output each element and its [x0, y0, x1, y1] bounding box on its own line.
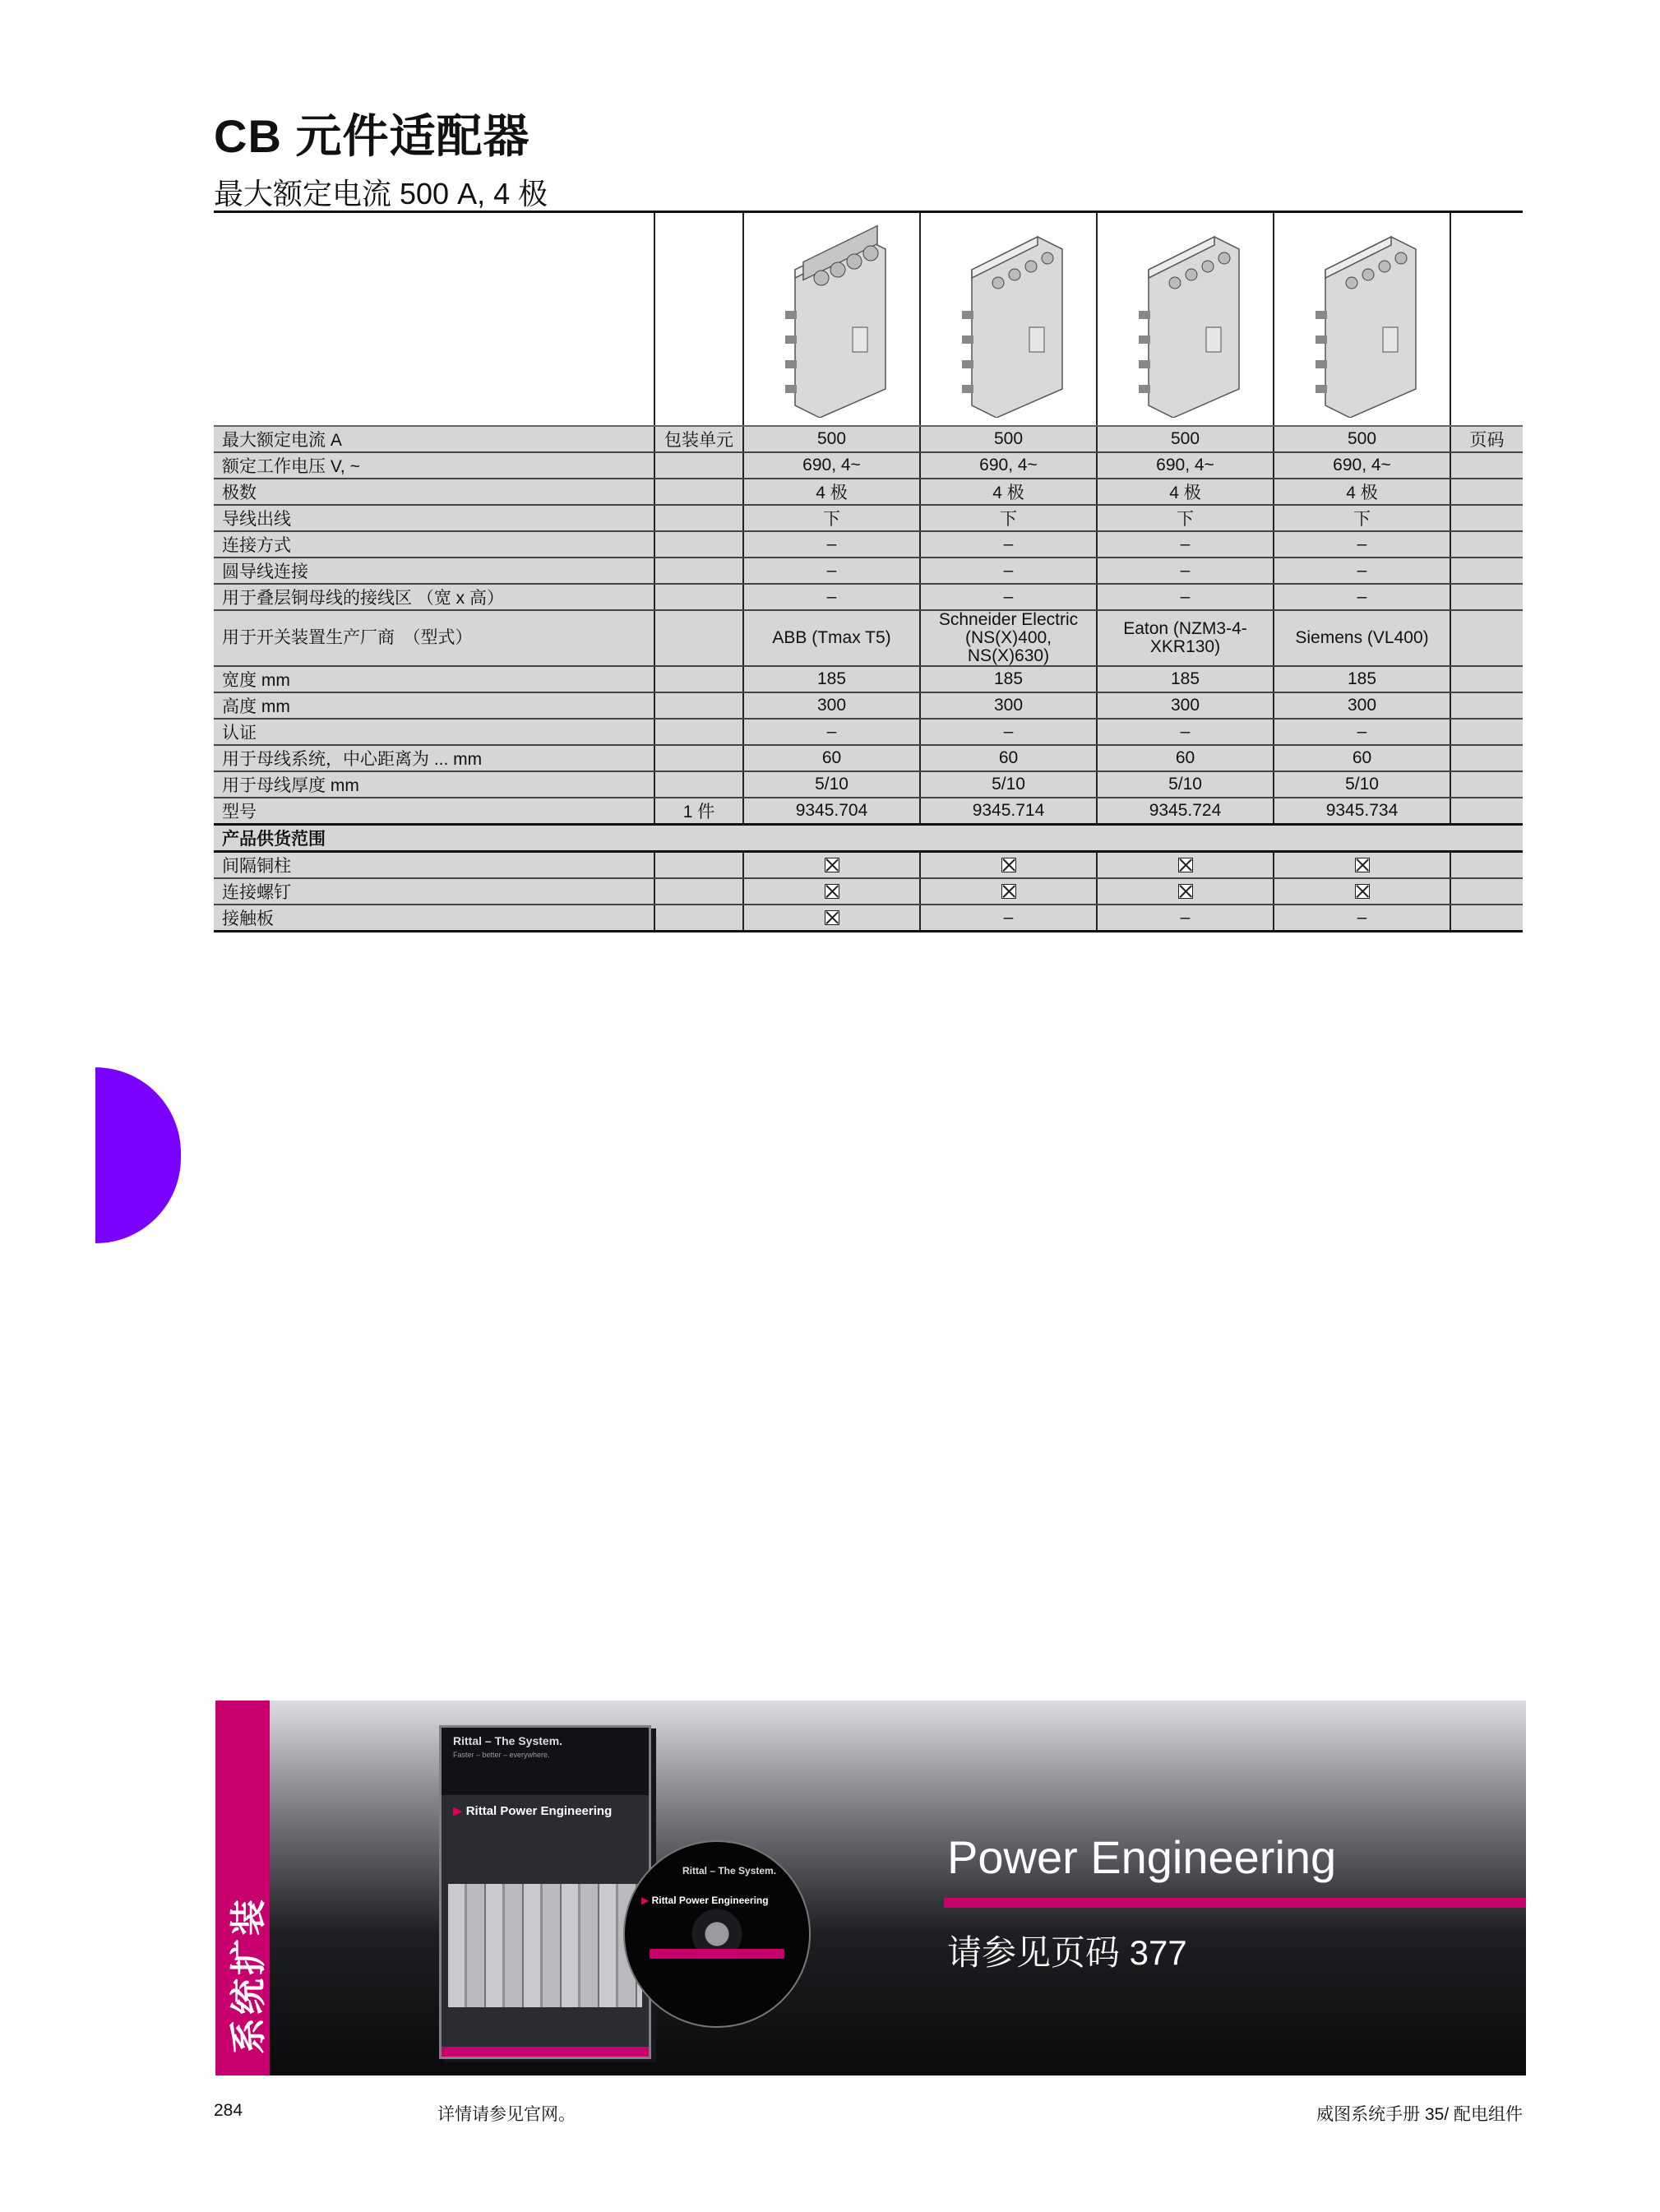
value-cell: –: [1274, 584, 1450, 610]
row-unit: [654, 558, 743, 584]
row-unit: 1 件: [654, 798, 743, 825]
row-unit: [654, 584, 743, 610]
adapter-image: [1301, 220, 1424, 418]
table-row: [214, 479, 1523, 505]
value-cell: 185: [1274, 666, 1450, 692]
page-ref-cell: [1450, 584, 1523, 610]
row-label: 高度 mm: [214, 692, 654, 719]
row-label: 连接螺钉: [214, 878, 654, 905]
page-ref-cell: [1450, 771, 1523, 798]
value-cell: –: [1274, 558, 1450, 584]
value-cell: –: [1097, 719, 1274, 745]
value-cell: –: [743, 719, 920, 745]
row-label: 极数: [214, 479, 654, 505]
value-cell: 60: [1097, 745, 1274, 771]
table-row: [214, 878, 1523, 905]
page-subtitle: 最大额定电流 500 A, 4 极: [214, 177, 548, 211]
page-ref-cell: [1450, 531, 1523, 558]
row-unit: [654, 610, 743, 666]
table-row: [214, 719, 1523, 745]
adapter-image: [947, 220, 1070, 418]
value-cell: Schneider Electric (NS(X)400, NS(X)630): [920, 610, 1097, 666]
cd-brand: Rittal – The System.: [682, 1865, 777, 1876]
page-ref-cell: [1450, 692, 1523, 719]
table-row: [214, 852, 1523, 879]
value-cell: 9345.704: [743, 798, 920, 825]
row-unit: [654, 666, 743, 692]
included-checkbox-icon: [825, 910, 839, 925]
page-ref-cell: [1450, 745, 1523, 771]
row-label: 连接方式: [214, 531, 654, 558]
row-unit: [654, 719, 743, 745]
value-cell: –: [1097, 558, 1274, 584]
value-cell: 60: [920, 745, 1097, 771]
value-cell: 4 极: [920, 479, 1097, 505]
value-cell: ABB (Tmax T5): [743, 610, 920, 666]
arrow-icon: ▶: [453, 1804, 466, 1818]
value-cell: 9345.714: [920, 798, 1097, 825]
value-cell: 9345.724: [1097, 798, 1274, 825]
page-ref-cell: [1450, 852, 1523, 879]
value-cell: Siemens (VL400): [1274, 610, 1450, 666]
value-cell: 300: [920, 692, 1097, 719]
included-checkbox-icon: [1355, 884, 1370, 899]
row-unit: [654, 905, 743, 932]
value-cell: 60: [1274, 745, 1450, 771]
row-label: 用于母线厚度 mm: [214, 771, 654, 798]
included-checkbox-icon: [1001, 884, 1016, 899]
value-cell: 5/10: [920, 771, 1097, 798]
included-cell: [1274, 852, 1450, 879]
value-cell: 300: [1097, 692, 1274, 719]
value-cell: 5/10: [743, 771, 920, 798]
included-cell: [1274, 878, 1450, 905]
scope-header: 产品供货范围: [214, 825, 1523, 852]
row-unit: [654, 771, 743, 798]
row-unit: [654, 452, 743, 479]
row-label: 宽度 mm: [214, 666, 654, 692]
value-cell: –: [1097, 905, 1274, 932]
side-tab: [95, 1067, 181, 1243]
row-unit: [654, 479, 743, 505]
row-unit: [654, 745, 743, 771]
value-cell: –: [1097, 531, 1274, 558]
row-unit: [654, 878, 743, 905]
table-row: [214, 745, 1523, 771]
value-cell: –: [1274, 531, 1450, 558]
value-cell: Eaton (NZM3-4-XKR130): [1097, 610, 1274, 666]
value-cell: 690, 4~: [1097, 452, 1274, 479]
included-cell: [743, 905, 920, 932]
included-checkbox-icon: [1178, 858, 1193, 872]
dvd-case: [439, 1725, 651, 2059]
page-ref-cell: [1450, 452, 1523, 479]
table-row: [214, 692, 1523, 719]
value-cell: 5/10: [1097, 771, 1274, 798]
spec-table: [214, 211, 1523, 932]
dvd-brand: Rittal – The System.: [453, 1734, 563, 1747]
dvd-title: Rittal Power Engineering: [465, 1804, 613, 1818]
banner-headline: Power Engineering: [947, 1831, 1337, 1883]
value-cell: 185: [920, 666, 1097, 692]
row-unit: 包装单元: [654, 426, 743, 452]
value-cell: –: [1097, 584, 1274, 610]
banner-side-label: 系统扩装: [228, 1896, 270, 2054]
adapter-image: [770, 220, 894, 418]
table-row: [214, 505, 1523, 531]
page-title: CB 元件适配器: [214, 110, 530, 162]
value-cell: 500: [920, 426, 1097, 452]
table-row: [214, 798, 1523, 825]
banner-divider: [944, 1898, 1526, 1908]
value-cell: 500: [743, 426, 920, 452]
table-row: [214, 452, 1523, 479]
value-cell: 60: [743, 745, 920, 771]
switchgear-image: [448, 1884, 642, 2007]
page-ref-cell: [1450, 479, 1523, 505]
included-cell: [920, 852, 1097, 879]
product-image-row: [214, 212, 1523, 427]
page-ref-cell: [1450, 798, 1523, 825]
page-ref-cell: [1450, 610, 1523, 666]
footer-catalog: 威图系统手册 35/ 配电组件: [1316, 2105, 1523, 2124]
table-row: [214, 905, 1523, 932]
row-label: 用于开关装置生产厂商 （型式）: [214, 610, 654, 666]
row-label: 接触板: [214, 905, 654, 932]
value-cell: 4 极: [1097, 479, 1274, 505]
page-ref-cell: [1450, 666, 1523, 692]
value-cell: –: [920, 558, 1097, 584]
value-cell: –: [743, 531, 920, 558]
value-cell: 4 极: [743, 479, 920, 505]
table-row: [214, 666, 1523, 692]
value-cell: 500: [1274, 426, 1450, 452]
banner-page-reference: 请参见页码 377: [947, 1933, 1187, 1972]
value-cell: 300: [1274, 692, 1450, 719]
value-cell: 5/10: [1274, 771, 1450, 798]
value-cell: –: [1274, 905, 1450, 932]
value-cell: –: [920, 584, 1097, 610]
value-cell: 下: [920, 505, 1097, 531]
page-ref-cell: [1450, 719, 1523, 745]
included-cell: [1097, 878, 1274, 905]
cd-disc: [623, 1840, 811, 2028]
value-cell: 300: [743, 692, 920, 719]
value-cell: 690, 4~: [920, 452, 1097, 479]
row-label: 用于母线系统，中心距离为 ... mm: [214, 745, 654, 771]
value-cell: –: [743, 584, 920, 610]
row-label: 型号: [214, 798, 654, 825]
page-ref-cell: [1450, 905, 1523, 932]
table-row: [214, 426, 1523, 452]
promo-banner: [215, 1701, 1526, 2075]
row-label: 认证: [214, 719, 654, 745]
value-cell: 185: [743, 666, 920, 692]
page-ref-cell: 页码: [1450, 426, 1523, 452]
scope-header-row: [214, 825, 1523, 852]
dvd-tagline: Faster – better – everywhere.: [453, 1751, 550, 1759]
footer-note: 详情请参见官网。: [437, 2105, 576, 2124]
page-number: 284: [214, 2101, 243, 2120]
row-label: 最大额定电流 A: [214, 426, 654, 452]
value-cell: 下: [1274, 505, 1450, 531]
page-ref-cell: [1450, 505, 1523, 531]
included-checkbox-icon: [825, 858, 839, 872]
value-cell: –: [1274, 719, 1450, 745]
table-row: [214, 531, 1523, 558]
page-ref-cell: [1450, 878, 1523, 905]
row-label: 用于叠层铜母线的接线区 （宽 x 高）: [214, 584, 654, 610]
value-cell: 500: [1097, 426, 1274, 452]
included-cell: [743, 878, 920, 905]
value-cell: –: [743, 558, 920, 584]
value-cell: –: [920, 719, 1097, 745]
table-row: [214, 584, 1523, 610]
value-cell: 185: [1097, 666, 1274, 692]
page-ref-cell: [1450, 558, 1523, 584]
included-cell: [1097, 852, 1274, 879]
table-row: [214, 558, 1523, 584]
value-cell: 4 极: [1274, 479, 1450, 505]
value-cell: 下: [1097, 505, 1274, 531]
row-label: 导线出线: [214, 505, 654, 531]
banner-side-strip: [215, 1701, 270, 2075]
included-checkbox-icon: [1355, 858, 1370, 872]
adapter-image: [1124, 220, 1247, 418]
value-cell: –: [920, 531, 1097, 558]
row-label: 圆导线连接: [214, 558, 654, 584]
value-cell: 690, 4~: [743, 452, 920, 479]
included-checkbox-icon: [825, 884, 839, 899]
included-cell: [743, 852, 920, 879]
row-unit: [654, 531, 743, 558]
row-unit: [654, 852, 743, 879]
included-checkbox-icon: [1001, 858, 1016, 872]
value-cell: 690, 4~: [1274, 452, 1450, 479]
row-label: 额定工作电压 V, ~: [214, 452, 654, 479]
table-row: [214, 610, 1523, 666]
row-label: 间隔铜柱: [214, 852, 654, 879]
arrow-icon: ▶: [641, 1895, 652, 1906]
row-unit: [654, 692, 743, 719]
value-cell: 9345.734: [1274, 798, 1450, 825]
included-checkbox-icon: [1178, 884, 1193, 899]
included-cell: [920, 878, 1097, 905]
table-row: [214, 771, 1523, 798]
value-cell: 下: [743, 505, 920, 531]
cd-title: Rittal Power Engineering: [651, 1895, 769, 1906]
row-unit: [654, 505, 743, 531]
value-cell: –: [920, 905, 1097, 932]
